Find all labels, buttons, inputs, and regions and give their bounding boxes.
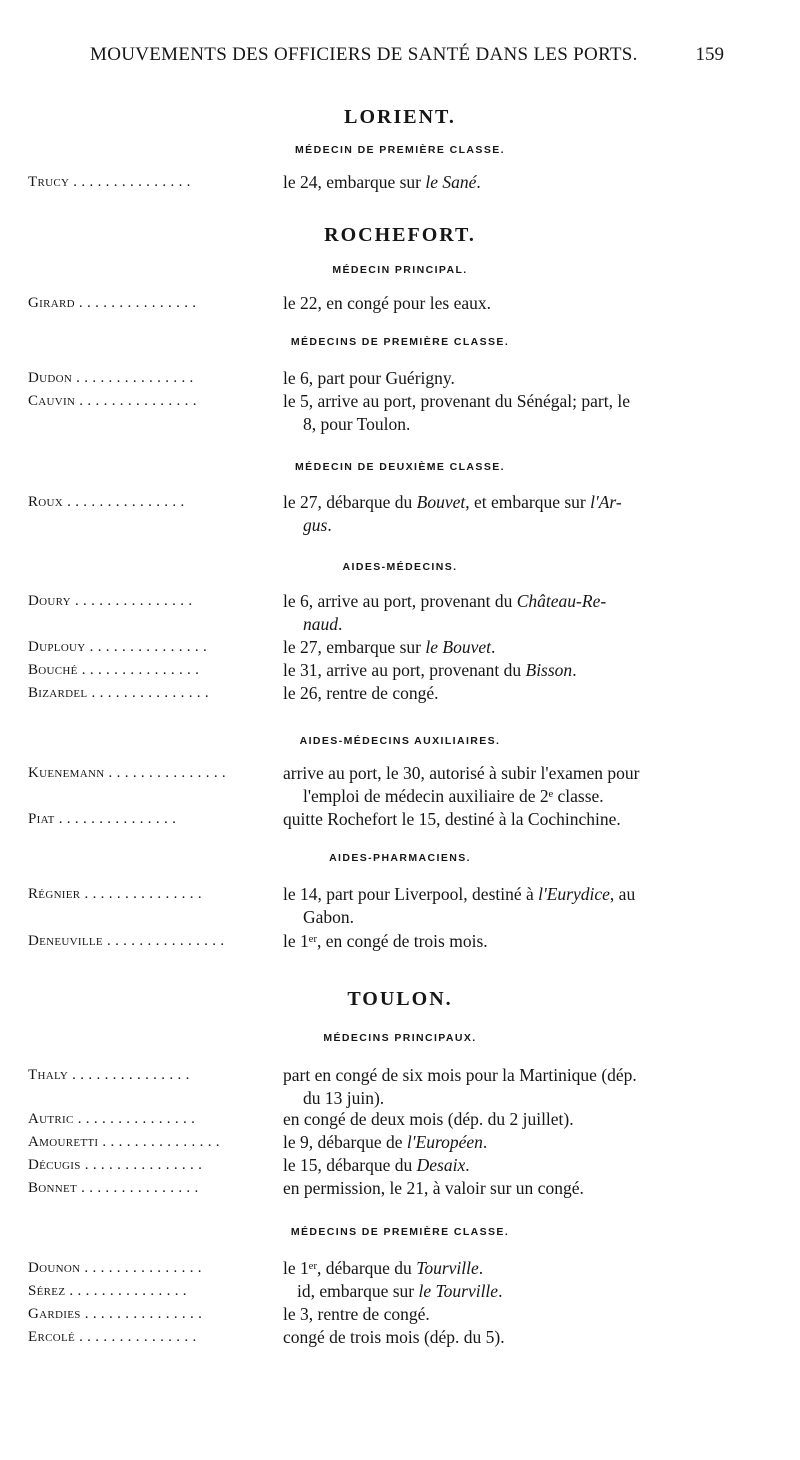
rank-heading: AIDES-MÉDECINS AUXILIAIRES. xyxy=(299,735,501,747)
entry-text: le 31, arrive au port, provenant du Bisson. xyxy=(283,660,577,680)
entry-text: le 27, embarque sur le Bouvet. xyxy=(283,637,496,657)
section-title-toulon: TOULON. xyxy=(347,988,453,1010)
entry-text: en permission, le 21, à valoir sur un congé. xyxy=(283,1178,584,1198)
ship-name: Tourville xyxy=(416,1258,479,1278)
officer-name: Deneuville . . . . . . . . . . . . . . . xyxy=(28,933,225,949)
officer-name: Cauvin . . . . . . . . . . . . . . . xyxy=(28,393,197,409)
entry-text: part en congé de six mois pour la Martinique (dép. du 13 juin). xyxy=(283,1065,637,1108)
rank-heading: AIDES-PHARMACIENS. xyxy=(329,852,471,864)
officer-name: Dudon . . . . . . . . . . . . . . . xyxy=(28,370,194,386)
officer-name: Amouretti . . . . . . . . . . . . . . . xyxy=(28,1134,220,1150)
ship-name: Château-Re- xyxy=(516,591,607,611)
officer-name: Girard . . . . . . . . . . . . . . . xyxy=(28,295,197,311)
officer-name: Bouché . . . . . . . . . . . . . . . xyxy=(28,662,200,678)
entry-text: le 9, débarque de l'Européen. xyxy=(283,1132,488,1152)
entry-text: le 1ᵉʳ, en congé de trois mois. xyxy=(283,931,488,951)
officer-name: Bonnet . . . . . . . . . . . . . . . xyxy=(28,1180,199,1196)
ship-name: l'Ar- xyxy=(590,492,622,512)
rank-heading: MÉDECIN DE PREMIÈRE CLASSE. xyxy=(295,144,505,156)
officer-name: Roux . . . . . . . . . . . . . . . xyxy=(28,494,185,510)
entry-text: le 15, débarque du Desaix. xyxy=(283,1155,470,1175)
entry-text: le 14, part pour Liverpool, destiné à l'Eurydice, au Gabon. xyxy=(283,884,636,927)
ship-name: Bisson xyxy=(525,660,573,680)
rank-heading: MÉDECIN PRINCIPAL. xyxy=(332,264,468,276)
entry-text: en congé de deux mois (dép. du 2 juillet). xyxy=(283,1109,574,1129)
officer-name: Doury . . . . . . . . . . . . . . . xyxy=(28,593,193,609)
entry-text: le 6, part pour Guérigny. xyxy=(283,368,455,388)
officer-name: Trucy . . . . . . . . . . . . . . . xyxy=(28,174,191,190)
rank-heading: AIDES-MÉDECINS. xyxy=(342,561,458,573)
entry-text: le 27, débarque du Bouvet, et embarque sur l'Ar- gus. xyxy=(283,492,622,535)
officer-name: Kuenemann . . . . . . . . . . . . . . . xyxy=(28,765,226,781)
officer-name: Thaly . . . . . . . . . . . . . . . xyxy=(28,1067,190,1083)
entry-text: le 6, arrive au port, provenant du Château-Re- naud. xyxy=(283,591,607,634)
ship-name: le Sané xyxy=(425,172,477,192)
officer-name: Régnier . . . . . . . . . . . . . . . xyxy=(28,886,202,902)
officer-name: Ercolé . . . . . . . . . . . . . . . xyxy=(28,1329,197,1345)
rank-heading: MÉDECINS PRINCIPAUX. xyxy=(323,1032,477,1044)
page-number: 159 xyxy=(695,44,724,65)
ship-name: Bouvet xyxy=(416,492,466,512)
entry-text: le 5, arrive au port, provenant du Sénégal; part, le 8, pour Toulon. xyxy=(283,391,630,434)
entry-text: arrive au port, le 30, autorisé à subir l'examen pour l'emploi de médecin auxiliaire de 2ᵉ classe. xyxy=(283,763,640,806)
section-title-rochefort: ROCHEFORT. xyxy=(324,224,476,246)
officer-name: Sérez . . . . . . . . . . . . . . . xyxy=(28,1283,187,1299)
officer-name: Gardies . . . . . . . . . . . . . . . xyxy=(28,1306,203,1322)
header-title: MOUVEMENTS DES OFFICIERS DE SANTÉ DANS LES PORTS. xyxy=(90,44,638,65)
entry-text: le 3, rentre de congé. xyxy=(283,1304,430,1324)
ship-name: l'Européen xyxy=(406,1132,483,1152)
entry-text: le 22, en congé pour les eaux. xyxy=(283,293,491,313)
officer-name: Dounon . . . . . . . . . . . . . . . xyxy=(28,1260,202,1276)
entry-text: id, embarque sur le Tourville. xyxy=(297,1281,503,1301)
entry-text: congé de trois mois (dép. du 5). xyxy=(283,1327,505,1347)
rank-heading: MÉDECINS DE PREMIÈRE CLASSE. xyxy=(290,336,510,348)
officer-name: Duplouy . . . . . . . . . . . . . . . xyxy=(28,639,208,655)
section-title-lorient: LORIENT. xyxy=(344,106,456,128)
entry-text: le 26, rentre de congé. xyxy=(283,683,439,703)
entry-text: le 24, embarque sur le Sané. xyxy=(283,172,481,192)
officer-name: Bizardel . . . . . . . . . . . . . . . xyxy=(28,685,209,701)
rank-heading: MÉDECIN DE DEUXIÈME CLASSE. xyxy=(295,461,505,473)
entry-text: quitte Rochefort le 15, destiné à la Cochinchine. xyxy=(283,809,621,829)
entry-text: le 1ᵉʳ, débarque du Tourville. xyxy=(283,1258,484,1278)
ship-name: Desaix xyxy=(416,1155,466,1175)
ship-name: le Bouvet xyxy=(425,637,491,657)
officer-name: Décugis . . . . . . . . . . . . . . . xyxy=(28,1157,203,1173)
officer-name: Autric . . . . . . . . . . . . . . . xyxy=(28,1111,196,1127)
officer-name: Piat . . . . . . . . . . . . . . . xyxy=(28,811,177,827)
ship-name: l'Eurydice xyxy=(538,884,610,904)
running-header xyxy=(90,44,730,74)
rank-heading: MÉDECINS DE PREMIÈRE CLASSE. xyxy=(290,1226,510,1238)
ship-name: le Tourville xyxy=(418,1281,499,1301)
